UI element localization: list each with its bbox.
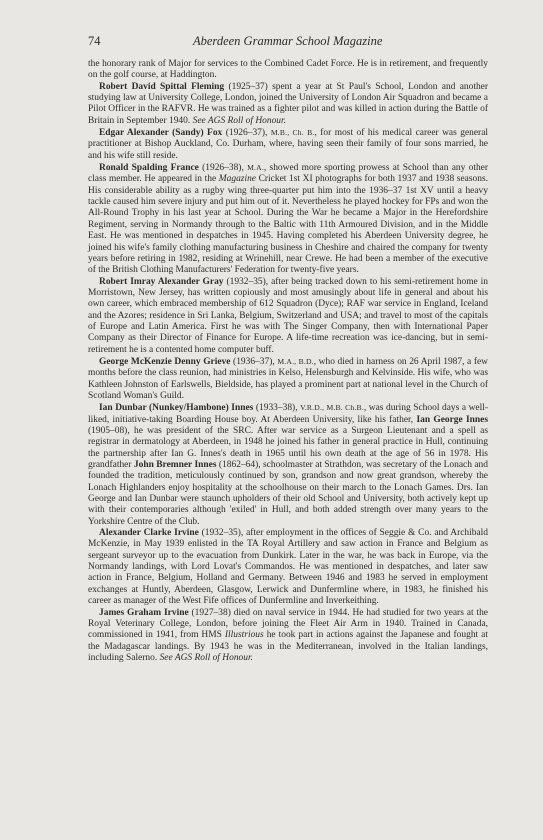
paragraph-text: (1925–37) spent a year at St Paul's School, London and another studying law at University College, London, joined the University of London Air Squadron and became a Pilot Officer in the RAFVR. He was trained as a fighter pilot and was killed in action during the Battle of Britain in September 1940. bbox=[88, 81, 489, 126]
qualifications: M.A. bbox=[247, 163, 264, 173]
italic-text: See AGS Roll of Honour. bbox=[159, 652, 253, 663]
paragraph-text: (1862–64), schoolmaster at Strathdon, was secretary of the Lonach and founded the tradition, meticulously continued by son, grandson and now great grandson, whereby the Lonach Highlanders enjoy hospitality at the schoolhouse on their march to the Lonach Games. Drs. Ian George and Ian Dunbar were staunch upholders of their old School and University, both actively kept up with their contemporaries although 'exiled' in Hull, and both added strength over many years to the Yorkshire Centre of the Club. bbox=[88, 460, 488, 527]
entry-paragraph bbox=[88, 162, 488, 276]
paragraph-text: (1905–08), he was president of the SRC. After war service as a Surgeon Lieutenant and a spell as registrar in dermatology at Aberdeen, in 1948 he joined his father in general practice in Hull, continuing the partnership after Ian G. Innes's death in 1965 until his own death at the age of 56 in 1978. His grandfather bbox=[88, 426, 488, 471]
page-number: 74 bbox=[88, 34, 101, 48]
paragraph-text: (1926–37), bbox=[222, 128, 271, 139]
italic-text: See AGS Roll of Honour. bbox=[192, 115, 286, 126]
paragraph-text: (1927–38) died on naval service in 1944. He had studied for two years at the Royal Veterinary College, London, before joining the Fleet Air Arm in 1940. Trained in Canada, commissioned in 1941, from HMS bbox=[88, 607, 488, 641]
person-name: Ian Dunbar (Nunkey/Hambone) Innes bbox=[99, 403, 254, 414]
person-name: Alexander Clarke Irvine bbox=[99, 528, 199, 539]
person-name: Robert Imray Alexander Gray bbox=[99, 276, 224, 287]
person-name: Ian George Innes bbox=[416, 414, 488, 425]
qualifications: V.R.D., M.B. Ch.B. bbox=[300, 403, 364, 413]
entry-paragraph bbox=[88, 528, 488, 607]
paragraph-text: Cricket 1st XI photographs for both 1937 and 1938 seasons. His considerable ability as a rugby wing three-quarter put him into the 1936–37 1st XV until a heavy tackle caused him severe injury and put him out of it. Nevertheless he played hockey for FPs and won the All-Round Trophy in his last year at School. During the War he became a Major in the Herefordshire Regiment, serving in Normandy through to the Baltic with 11th Armoured Division, and in the Middle East. He was mentioned in despatches in 1945. Having completed his Aberdeen University degree, he joined his wife's family clothing manufacturing business in Cheshire and chaired the company for twenty years before retiring in 1982, residing at Wrinehill, near Crewe. He had been a member of the executive of the British Clothing Manufacturers' Federation for twenty-five years. bbox=[88, 174, 488, 276]
entry-paragraph bbox=[88, 402, 488, 528]
paragraph-text: the honorary rank of Major for services to the Combined Cadet Force. He is in retirement, and frequently on the golf course, at Haddington. bbox=[88, 59, 488, 81]
article-body bbox=[88, 59, 488, 664]
page-header bbox=[88, 34, 488, 50]
paragraph-text: he took part in actions against the Japanese and fought at the Madagascar landings. By 1943 he was in the Mediterranean, involved in the Italian landings, including Salerno. bbox=[88, 630, 488, 663]
paragraph-text: (1932–35), after being tracked down to his semi-retirement home in Morristown, New Jersey, has written copiously and most amusingly about life in general and about his own career, which embraced membership of 612 Squadron (Dyce); RAF war service in England, Iceland and the Azores; residence in Sri Lanka, Belgium, Switzerland and USA; and travel to most of the capitals of Europe and Latin America. First he was with The Singer Company, then with International Paper Company as their Director of Finance for Europe. A life-time recreation was ice-dancing, but in semi-retirement he is a contented home computer buff. bbox=[88, 276, 489, 355]
entry-paragraph bbox=[88, 59, 488, 82]
person-name: James Graham Irvine bbox=[99, 607, 189, 618]
entry-paragraph bbox=[88, 127, 488, 162]
person-name: George McKenzie Denny Grieve bbox=[99, 356, 231, 367]
paragraph-text: , showed more sporting prowess at School than any other class member. He appeared in the bbox=[88, 163, 488, 185]
paragraph-text: , who died in harness on 26 April 1987, a few months before the class reunion, had ministries in Kelso, Helensburgh and Kelvinside. His wife, who was Kathleen Johnston of Earlswells, Bieldside, has played a prominent part at national level in the Church of Scotland Woman's Guild. bbox=[88, 356, 488, 401]
entry-paragraph bbox=[88, 277, 488, 356]
qualifications: M.B., Ch. B. bbox=[270, 128, 315, 138]
italic-text: Illustrious bbox=[224, 630, 264, 641]
paragraph-text: (1926–38), bbox=[198, 163, 248, 174]
person-name: Robert David Spittal Fleming bbox=[99, 81, 225, 92]
italic-text: Magazine bbox=[218, 174, 256, 185]
paragraph-text: (1932–35), after employment in the offices of Seggie & Co. and Archibald McKenzie, in May 1939 enlisted in the TA Royal Artillery and saw action in France and Belgium as sergeant surveyor up to the evacuation from Dunkirk. Later in the war, he was back in Europe, via the Normandy landings, with Lord Lovat's Commandos. He was mentioned in despatches, and later saw action in France, Belgium, Holland and Germany. Between 1946 and 1983 he served in employment exchanges at Huntly, Aberdeen, Glasgow, Lerwick and Dunfermline where, in 1983, he finished his career as manager of the West Fife offices of Dunfermline and Inverkeithing. bbox=[88, 528, 488, 607]
entry-paragraph bbox=[88, 608, 488, 665]
qualifications: M.A., B.D. bbox=[277, 356, 314, 366]
paragraph-text: , was during School days a well-liked, initiative-taking Boarding House boy. At Aberdeen University, like his father, bbox=[88, 403, 488, 425]
paragraph-text: (1933–38), bbox=[253, 403, 301, 414]
running-title: Aberdeen Grammar School Magazine bbox=[193, 34, 383, 48]
person-name: John Bremner Innes bbox=[133, 460, 217, 471]
person-name: Edgar Alexander (Sandy) Fox bbox=[99, 128, 223, 139]
entry-paragraph bbox=[88, 356, 488, 402]
person-name: Ronald Spalding France bbox=[99, 163, 199, 174]
paragraph-text: , for most of his medical career was general practitioner at Bishop Auckland, Co. Durham, where, having seen their family of four sons married, he and his wife still reside. bbox=[88, 128, 489, 161]
paragraph-text: (1936–37), bbox=[230, 356, 278, 367]
entry-paragraph bbox=[88, 82, 488, 127]
